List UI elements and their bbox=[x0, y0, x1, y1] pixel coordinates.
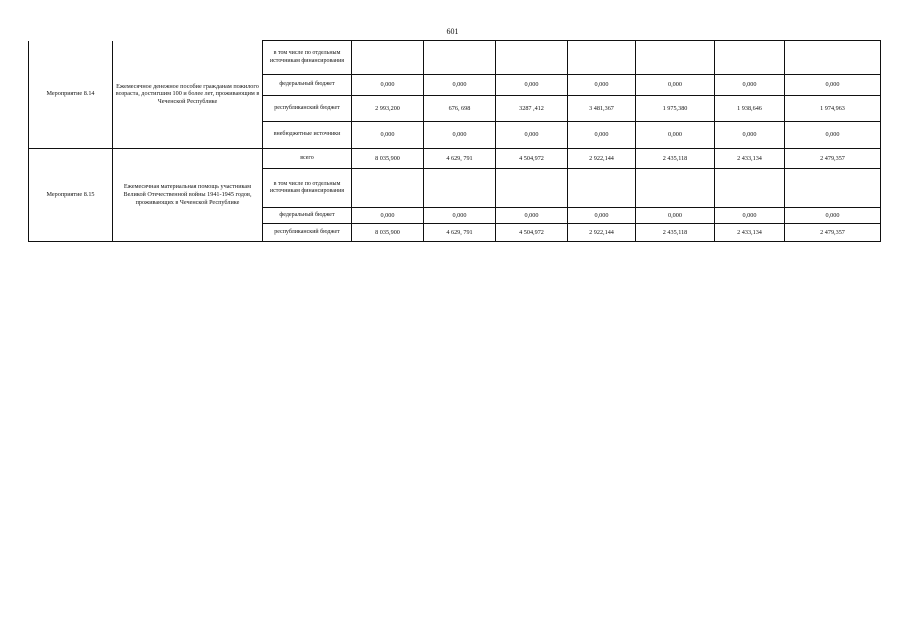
amount-cell: 0,000 bbox=[496, 75, 568, 96]
amount-cell: 2 922,144 bbox=[568, 149, 636, 169]
amount-cell: 3 481,367 bbox=[568, 96, 636, 122]
amount-cell: 676, 698 bbox=[424, 96, 496, 122]
amount-cell: 8 035,900 bbox=[352, 224, 424, 242]
amount-cell bbox=[568, 169, 636, 208]
amount-cell bbox=[352, 169, 424, 208]
amount-cell: 2 479,357 bbox=[785, 149, 881, 169]
amount-cell: 0,000 bbox=[785, 122, 881, 149]
amount-cell: 0,000 bbox=[785, 208, 881, 224]
amount-cell bbox=[496, 169, 568, 208]
amount-cell: 4 629, 791 bbox=[424, 149, 496, 169]
amount-cell: 2 433,134 bbox=[715, 224, 785, 242]
amount-cell bbox=[424, 169, 496, 208]
amount-cell bbox=[636, 41, 715, 75]
amount-cell bbox=[715, 169, 785, 208]
amount-cell bbox=[636, 169, 715, 208]
page-number: 601 bbox=[446, 27, 459, 36]
amount-cell: 1 974,963 bbox=[785, 96, 881, 122]
amount-cell: 2 479,357 bbox=[785, 224, 881, 242]
event-code-cell: Мероприятие 8.15 bbox=[29, 149, 113, 242]
amount-cell: 2 922,144 bbox=[568, 224, 636, 242]
funding-source-cell: всего bbox=[263, 149, 352, 169]
funding-source-cell: республиканский бюджет bbox=[263, 224, 352, 242]
amount-cell: 0,000 bbox=[352, 122, 424, 149]
amount-cell: 0,000 bbox=[424, 208, 496, 224]
amount-cell: 1 975,380 bbox=[636, 96, 715, 122]
event-description-cell: Ежемесячное денежное пособие гражданам пожилого возраста, достигшим 100 и более лет, проживающим в Чеченской Республике bbox=[113, 41, 263, 149]
amount-cell: 4 504,972 bbox=[496, 224, 568, 242]
amount-cell: 0,000 bbox=[568, 208, 636, 224]
amount-cell: 0,000 bbox=[715, 122, 785, 149]
amount-cell: 3287 ,412 bbox=[496, 96, 568, 122]
amount-cell: 0,000 bbox=[636, 75, 715, 96]
funding-source-cell: внебюджетные источники bbox=[263, 122, 352, 149]
amount-cell: 0,000 bbox=[424, 75, 496, 96]
amount-cell: 8 035,900 bbox=[352, 149, 424, 169]
table-row bbox=[29, 41, 881, 75]
amount-cell: 0,000 bbox=[352, 75, 424, 96]
amount-cell bbox=[785, 41, 881, 75]
amount-cell: 0,000 bbox=[568, 122, 636, 149]
budget-table bbox=[28, 40, 881, 242]
amount-cell: 2 993,200 bbox=[352, 96, 424, 122]
amount-cell: 0,000 bbox=[785, 75, 881, 96]
amount-cell bbox=[352, 41, 424, 75]
amount-cell bbox=[785, 169, 881, 208]
amount-cell: 0,000 bbox=[496, 208, 568, 224]
amount-cell: 0,000 bbox=[636, 122, 715, 149]
amount-cell bbox=[568, 41, 636, 75]
amount-cell: 0,000 bbox=[496, 122, 568, 149]
amount-cell: 0,000 bbox=[424, 122, 496, 149]
amount-cell: 0,000 bbox=[352, 208, 424, 224]
amount-cell: 2 435,118 bbox=[636, 149, 715, 169]
funding-source-cell: в том числе по отдельным источникам финансирования bbox=[263, 41, 352, 75]
funding-source-cell: федеральный бюджет bbox=[263, 75, 352, 96]
amount-cell: 4 504,972 bbox=[496, 149, 568, 169]
amount-cell: 0,000 bbox=[636, 208, 715, 224]
funding-source-cell: в том числе по отдельным источникам финансирования bbox=[263, 169, 352, 208]
event-description-cell: Ежемесячная материальная помощь участникам Великой Отечественной войны 1941-1945 годов, проживающих в Чеченской Республике bbox=[113, 149, 263, 242]
table-body bbox=[29, 41, 881, 242]
amount-cell: 0,000 bbox=[715, 208, 785, 224]
amount-cell bbox=[715, 41, 785, 75]
amount-cell bbox=[496, 41, 568, 75]
amount-cell: 0,000 bbox=[715, 75, 785, 96]
amount-cell bbox=[424, 41, 496, 75]
amount-cell: 2 435,118 bbox=[636, 224, 715, 242]
amount-cell: 2 433,134 bbox=[715, 149, 785, 169]
funding-source-cell: федеральный бюджет bbox=[263, 208, 352, 224]
amount-cell: 4 629, 791 bbox=[424, 224, 496, 242]
event-code-cell: Мероприятие 8.14 bbox=[29, 41, 113, 149]
amount-cell: 1 938,646 bbox=[715, 96, 785, 122]
funding-source-cell: республиканский бюджет bbox=[263, 96, 352, 122]
table-row bbox=[29, 149, 881, 169]
amount-cell: 0,000 bbox=[568, 75, 636, 96]
